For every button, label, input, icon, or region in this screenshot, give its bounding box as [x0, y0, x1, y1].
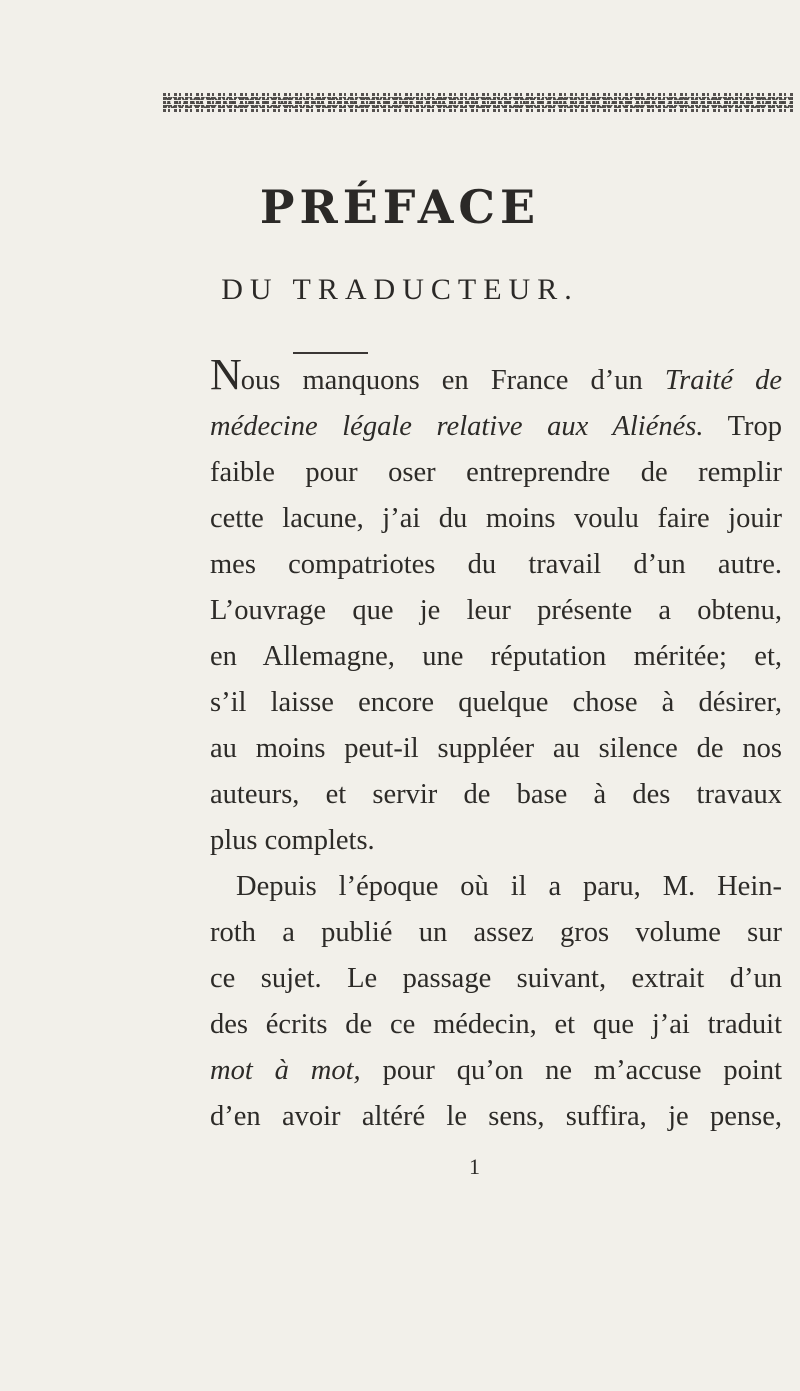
text-line-4: cette lacune, j’ai du moins voulu faire jouir [210, 503, 782, 534]
page-number: 1 [469, 1154, 480, 1179]
text-line-17: d’en avoir altéré le sens, suffira, je pense, [210, 1101, 782, 1132]
text-line-10: auteurs, et servir de base à des travaux [210, 779, 782, 810]
text-line-16-roman: pour qu’on ne m’accuse point [360, 1055, 783, 1086]
text-line-15: des écrits de ce médecin, et que j’ai traduit [210, 1009, 782, 1040]
decorative-border-ornament [163, 92, 793, 112]
text-line-2-italic: médecine légale relative aux Aliénés. [210, 411, 704, 442]
text-line-16 [210, 1048, 782, 1094]
text-line-14: ce sujet. Le passage suivant, extrait d’un [210, 963, 782, 994]
text-line-2-roman: Trop [703, 411, 782, 442]
ornament-pattern [163, 96, 793, 108]
text-line-6: L’ouvrage que je leur présente a obtenu, [210, 595, 782, 626]
text-line-13: roth a publié un assez gros volume sur [210, 917, 782, 948]
text-line-7: en Allemagne, une réputation méritée; et, [210, 641, 782, 672]
text-line-16-italic: mot à mot, [210, 1055, 361, 1086]
page-title: PRÉFACE [259, 180, 541, 234]
text-line-1-italic: Traité de [664, 365, 782, 396]
text-line-11: plus complets. [210, 825, 375, 856]
text-line-3: faible pour oser entreprendre de remplir [210, 457, 782, 488]
text-line-12: Depuis l’époque où il a paru, M. Hein- [236, 871, 782, 902]
page-subtitle: DU TRADUCTEUR. [221, 273, 579, 306]
text-line-5: mes compatriotes du travail d’un autre. [210, 549, 782, 580]
text-line-9: au moins peut-il suppléer au silence de nos [210, 733, 782, 764]
drop-cap: N [210, 350, 241, 399]
text-line-1 [210, 350, 782, 404]
text-line-8: s’il laisse encore quelque chose à désirer, [210, 687, 782, 718]
separator-rule [293, 352, 368, 354]
text-line-1-roman: ous manquons en France d’un [240, 365, 665, 396]
body-text [210, 350, 783, 1140]
text-line-2 [210, 404, 782, 450]
